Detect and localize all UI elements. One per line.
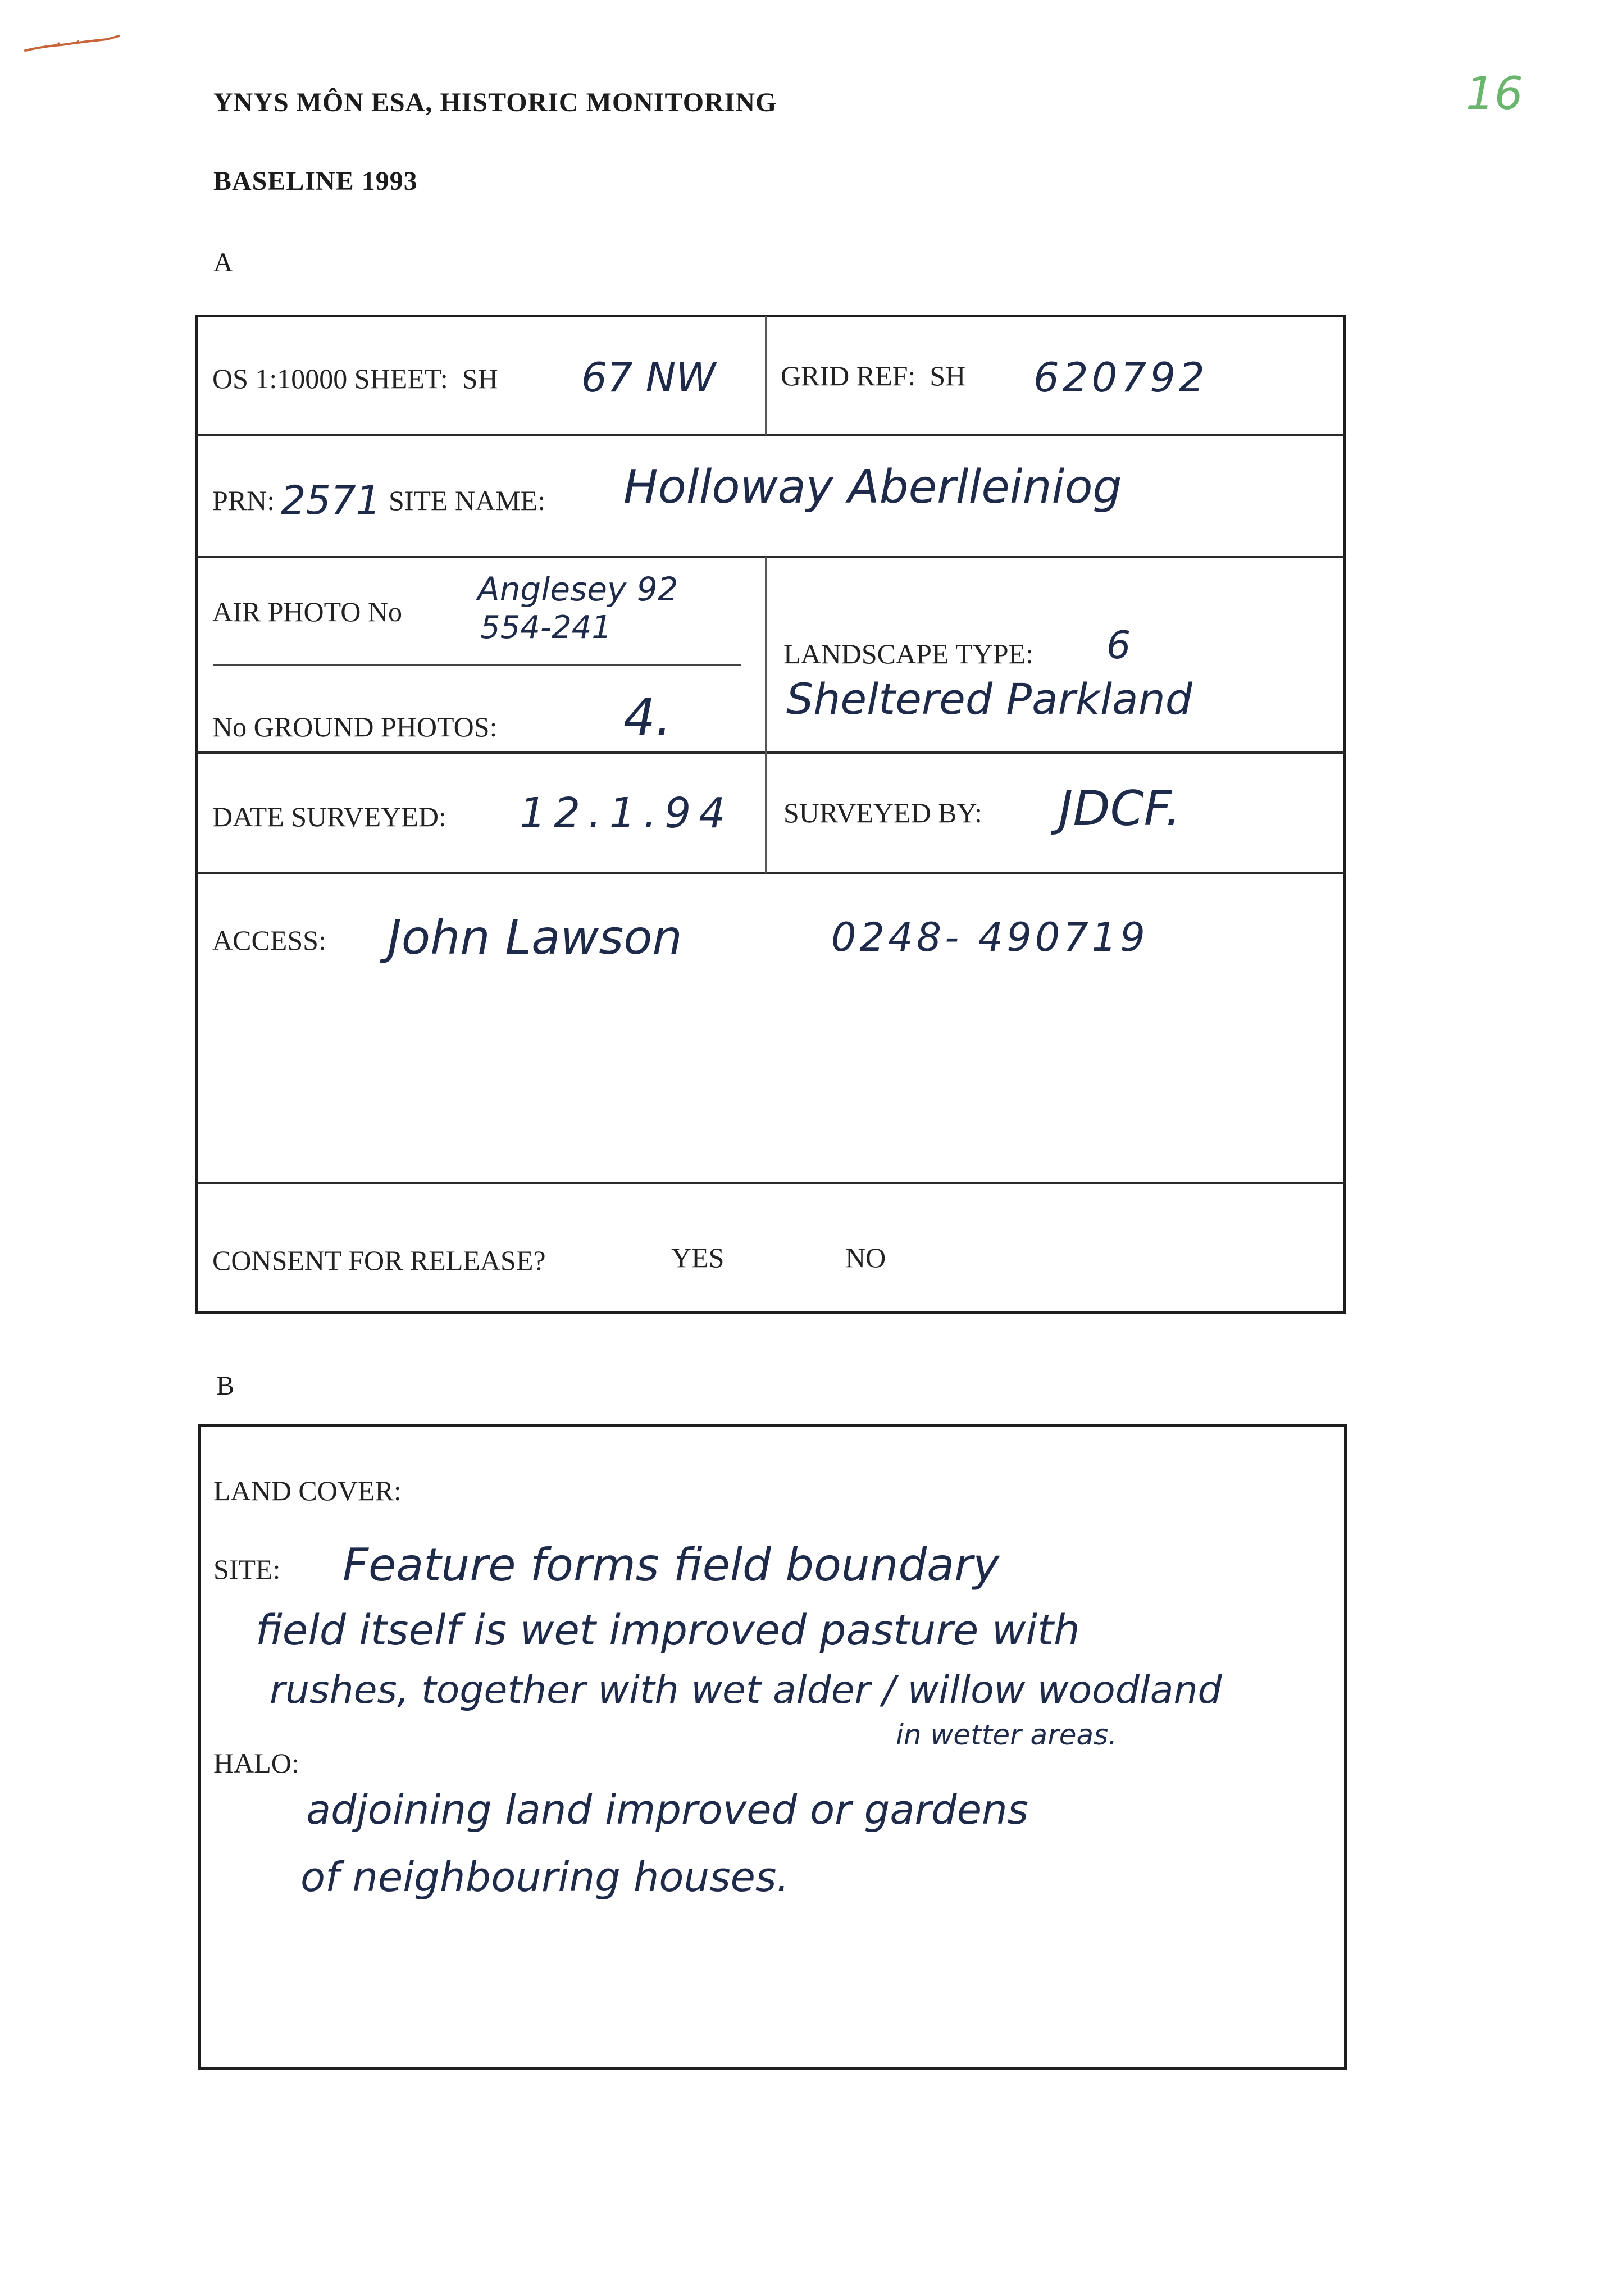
landscape-type-label: LANDSCAPE TYPE: [783,638,1033,669]
ground-photos-label: No GROUND PHOTOS: [212,711,498,742]
document-subtitle: BASELINE 1993 [213,166,418,196]
section-b-heading: B [216,1371,235,1401]
prn-value: 2571 [281,477,381,523]
site-name-label: SITE NAME: [389,485,546,516]
date-surveyed-value: 12.1.94 [520,789,733,837]
landscape-type-value: 6 [1106,623,1131,668]
site-line-2: field itself is wet improved pasture with [256,1606,1080,1655]
surveyed-by-value: JDCF. [1059,781,1181,837]
ground-photos-value: 4. [623,688,672,747]
os-sheet-label: OS 1:10000 SHEET: SH [212,363,498,394]
site-label: SITE: [213,1554,281,1585]
site-name-value: Holloway Aberlleiniog [623,461,1122,514]
grid-ref-value: 620792 [1033,354,1208,401]
site-line-4: in wetter areas. [896,1719,1118,1751]
land-cover-label: LAND COVER: [213,1475,402,1506]
air-photo-value-line2: 554-241 [480,609,612,646]
halo-line-2: of neighbouring houses. [300,1853,790,1901]
form-b-box [198,1424,1347,2070]
grid-ref-label: GRID REF: SH [781,360,966,391]
consent-label: CONSENT FOR RELEASE? [212,1245,546,1276]
surveyed-by-label: SURVEYED BY: [783,797,982,828]
consent-no-option[interactable]: NO [845,1242,886,1273]
consent-yes-option[interactable]: YES [671,1242,725,1273]
os-sheet-value: 67 NW [581,354,716,401]
halo-line-1: adjoining land improved or gardens [306,1786,1029,1833]
access-phone: 0248- 490719 [831,914,1149,960]
document-title: YNYS MÔN ESA, HISTORIC MONITORING [213,88,777,117]
prn-label: PRN: [212,485,275,516]
access-label: ACCESS: [212,924,326,956]
site-line-1: Feature forms field boundary [343,1539,1000,1591]
date-surveyed-label: DATE SURVEYED: [212,801,446,832]
halo-label: HALO: [213,1747,299,1779]
section-a-heading: A [213,248,234,277]
air-photo-value-line1: Anglesey 92 [477,570,678,608]
pen-mark-icon [22,34,124,56]
air-photo-label: AIR PHOTO No [212,596,402,627]
landscape-type-description: Sheltered Parkland [786,674,1193,724]
site-line-3: rushes, together with wet alder / willow woodland [270,1668,1222,1712]
page-number: 16 [1466,67,1523,120]
access-name: John Lawson [388,910,682,965]
